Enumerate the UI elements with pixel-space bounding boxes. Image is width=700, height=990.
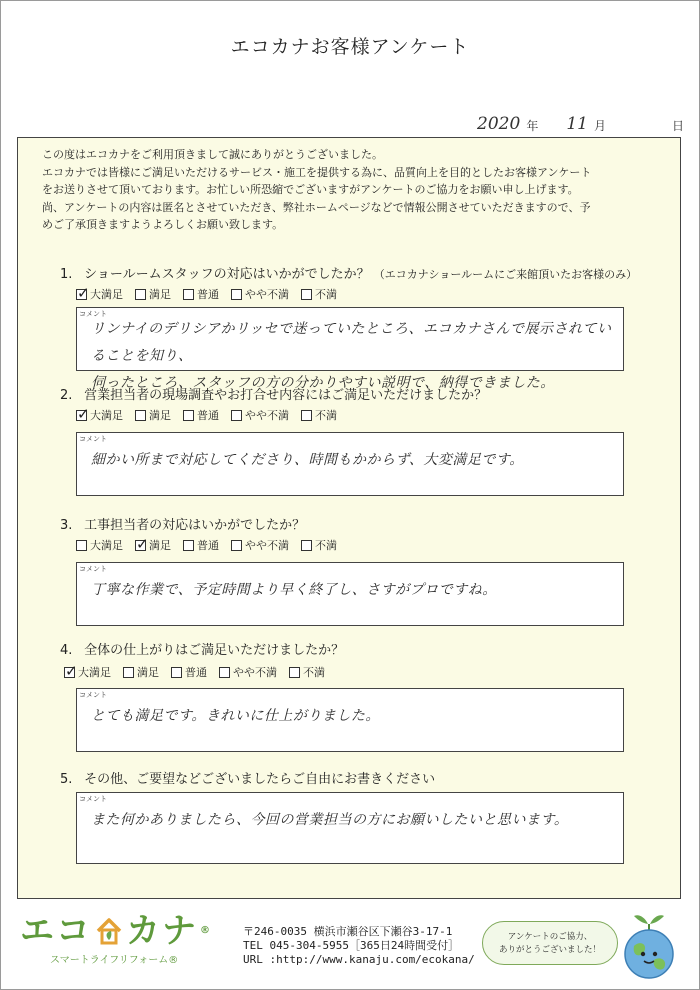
checkbox[interactable] [135, 534, 149, 553]
option-4[interactable] [231, 407, 289, 423]
house-icon [94, 916, 124, 946]
option-4[interactable] [231, 537, 289, 553]
contact-info [243, 925, 475, 967]
intro-line: この度はエコカナをご利用頂きまして誠にありがとうございました。 [42, 148, 383, 161]
option-label: やや不満 [245, 409, 289, 422]
checkbox[interactable] [219, 667, 230, 678]
checkbox[interactable] [135, 410, 146, 421]
checkmark-icon: ✓ [77, 283, 90, 302]
option-label: 満足 [149, 409, 171, 422]
question-number: 2. [60, 388, 73, 403]
option-2[interactable] [135, 407, 171, 423]
intro-line: めご了承頂きますようよろしくお願い致します。 [42, 218, 284, 231]
comment-box-q4 [76, 688, 624, 752]
option-1[interactable] [76, 404, 123, 423]
comment-box-q3 [76, 562, 624, 626]
question-text: ショールームスタッフの対応はいかがでしたか？ [84, 267, 370, 282]
checkbox[interactable] [135, 289, 146, 300]
option-label: 大満足 [78, 666, 111, 679]
date-year: 2020 [477, 114, 521, 134]
comment-text [91, 447, 615, 474]
checkbox[interactable] [171, 667, 182, 678]
option-label: 普通 [185, 666, 207, 679]
option-label: 大満足 [90, 409, 123, 422]
question-5 [60, 768, 435, 787]
checkbox[interactable] [231, 410, 242, 421]
comment-box-q2 [76, 432, 624, 496]
option-2[interactable] [123, 664, 159, 680]
comment-label: コメント [79, 565, 107, 573]
checkbox[interactable] [301, 289, 312, 300]
option-label: 普通 [197, 539, 219, 552]
footer [0, 905, 700, 990]
option-3[interactable] [183, 286, 219, 302]
question-number: 1. [60, 267, 73, 282]
question-text: 工事担当者の対応はいかがでしたか？ [84, 518, 306, 533]
option-label: やや不満 [245, 539, 289, 552]
date-month: 11 [566, 114, 588, 134]
option-label: 満足 [149, 539, 171, 552]
comment-text [91, 703, 615, 730]
option-3[interactable] [183, 407, 219, 423]
option-1[interactable] [76, 537, 123, 553]
question-note: （エコカナショールームにご来館頂いたお客様のみ） [373, 268, 638, 281]
option-1[interactable] [76, 283, 123, 302]
option-5[interactable] [301, 286, 337, 302]
checkbox[interactable] [289, 667, 300, 678]
question-text: その他、ご要望などございましたらご自由にお書きください [84, 772, 436, 787]
question-text: 全体の仕上がりはご満足いただけましたか？ [84, 643, 345, 658]
options-q3 [76, 534, 349, 553]
option-5[interactable] [301, 407, 337, 423]
option-label: 不満 [303, 666, 325, 679]
option-label: 不満 [315, 539, 337, 552]
intro-line: エコカナでは皆様にご満足いただけるサービス・施工を提供する為に、品質向上を目的としたお客様アンケート [42, 165, 592, 179]
checkbox[interactable] [231, 540, 242, 551]
question-1 [60, 263, 637, 282]
date-line [477, 110, 684, 134]
checkbox[interactable] [64, 661, 78, 680]
question-number: 5. [60, 772, 73, 787]
option-5[interactable] [301, 537, 337, 553]
earth-mascot-icon [614, 910, 684, 986]
option-label: 大満足 [90, 539, 123, 552]
date-day-unit: 日 [671, 119, 684, 133]
checkbox[interactable] [183, 289, 194, 300]
logo-registered-mark: ® [200, 925, 212, 936]
option-4[interactable] [231, 286, 289, 302]
comment-label: コメント [79, 310, 107, 318]
question-number: 4. [60, 643, 73, 658]
comment-line: リンナイのデリシアかリッセで迷っていたところ、エコカナさんで展示されていることを知り、 [91, 321, 612, 364]
option-2[interactable] [135, 534, 171, 553]
phone: TEL 045-304-5955［365日24時間受付］ [243, 939, 460, 952]
bubble-line: アンケートのご協力、 [507, 932, 593, 942]
question-text: 営業担当者の現場調査やお打合せ内容にはご満足いただけましたか？ [84, 388, 488, 403]
comment-text [91, 807, 615, 834]
options-q4 [64, 661, 337, 680]
options-q2 [76, 404, 349, 423]
date-month-unit: 月 [593, 119, 606, 133]
option-label: 満足 [137, 666, 159, 679]
option-5[interactable] [289, 664, 325, 680]
checkbox[interactable] [76, 404, 90, 423]
checkmark-icon: ✓ [65, 661, 78, 680]
checkbox[interactable] [301, 410, 312, 421]
comment-box-q5 [76, 792, 624, 864]
comment-box-q1 [76, 307, 624, 391]
website-url: URL :http://www.kanaju.com/ecokana/ [243, 953, 475, 966]
checkbox[interactable] [231, 289, 242, 300]
logo-text-left: エコ [20, 911, 92, 951]
option-label: やや不満 [245, 288, 289, 301]
comment-label: コメント [79, 691, 107, 699]
option-2[interactable] [135, 286, 171, 302]
question-4 [60, 639, 344, 658]
checkmark-icon: ✓ [136, 534, 149, 553]
date-year-unit: 年 [526, 119, 539, 133]
checkbox[interactable] [123, 667, 134, 678]
option-3[interactable] [183, 537, 219, 553]
options-q1 [76, 283, 349, 302]
question-3 [60, 514, 305, 533]
option-label: 不満 [315, 288, 337, 301]
checkbox[interactable] [76, 540, 87, 551]
comment-line: また何かありましたら、今回の営業担当の方にお願いしたいと思います。 [91, 812, 569, 828]
comment-line: 細かい所まで対応してくださり、時間もかからず、大変満足です。 [91, 452, 524, 468]
option-label: 大満足 [90, 288, 123, 301]
question-2 [60, 384, 487, 403]
option-3[interactable] [171, 664, 207, 680]
logo-subtitle: スマートライフリフォーム® [50, 955, 179, 966]
option-4[interactable] [219, 664, 277, 680]
option-label: 普通 [197, 409, 219, 422]
option-label: 満足 [149, 288, 171, 301]
checkbox[interactable] [76, 283, 90, 302]
comment-line: 伺ったところ、スタッフの方の分かりやすい説明で、納得できました。 [91, 375, 555, 391]
comment-label: コメント [79, 435, 107, 443]
intro-line: 尚、アンケートの内容は匿名とさせていただき、弊社ホームページなどで情報公開させていただきますので、予 [42, 200, 591, 214]
page-title: エコカナお客様アンケート [230, 36, 470, 58]
option-label: やや不満 [233, 666, 277, 679]
intro-line: をお送りさせて頂いております。お忙しい所恐縮でございますがアンケートのご協力をお願い申し上げます。 [42, 183, 579, 196]
option-1[interactable] [64, 661, 111, 680]
option-label: 普通 [197, 288, 219, 301]
ecokana-logo [20, 913, 212, 966]
checkbox[interactable] [183, 540, 194, 551]
checkbox[interactable] [301, 540, 312, 551]
thanks-speech-bubble [482, 921, 618, 965]
survey-sheet [17, 137, 681, 899]
checkbox[interactable] [183, 410, 194, 421]
address: 〒246-0035 横浜市瀬谷区下瀬谷3-17-1 [243, 925, 453, 938]
comment-label: コメント [79, 795, 107, 803]
comment-line: とても満足です。きれいに仕上がりました。 [91, 708, 380, 724]
bubble-line: ありがとうございました！ [498, 945, 601, 955]
question-number: 3. [60, 518, 73, 533]
comment-text [91, 577, 615, 604]
logo-text-right: カナ [126, 911, 198, 951]
intro-text [42, 146, 682, 234]
comment-line: 丁寧な作業で、予定時間より早く終了し、さすがプロですね。 [91, 582, 497, 598]
checkmark-icon: ✓ [77, 404, 90, 423]
option-label: 不満 [315, 409, 337, 422]
